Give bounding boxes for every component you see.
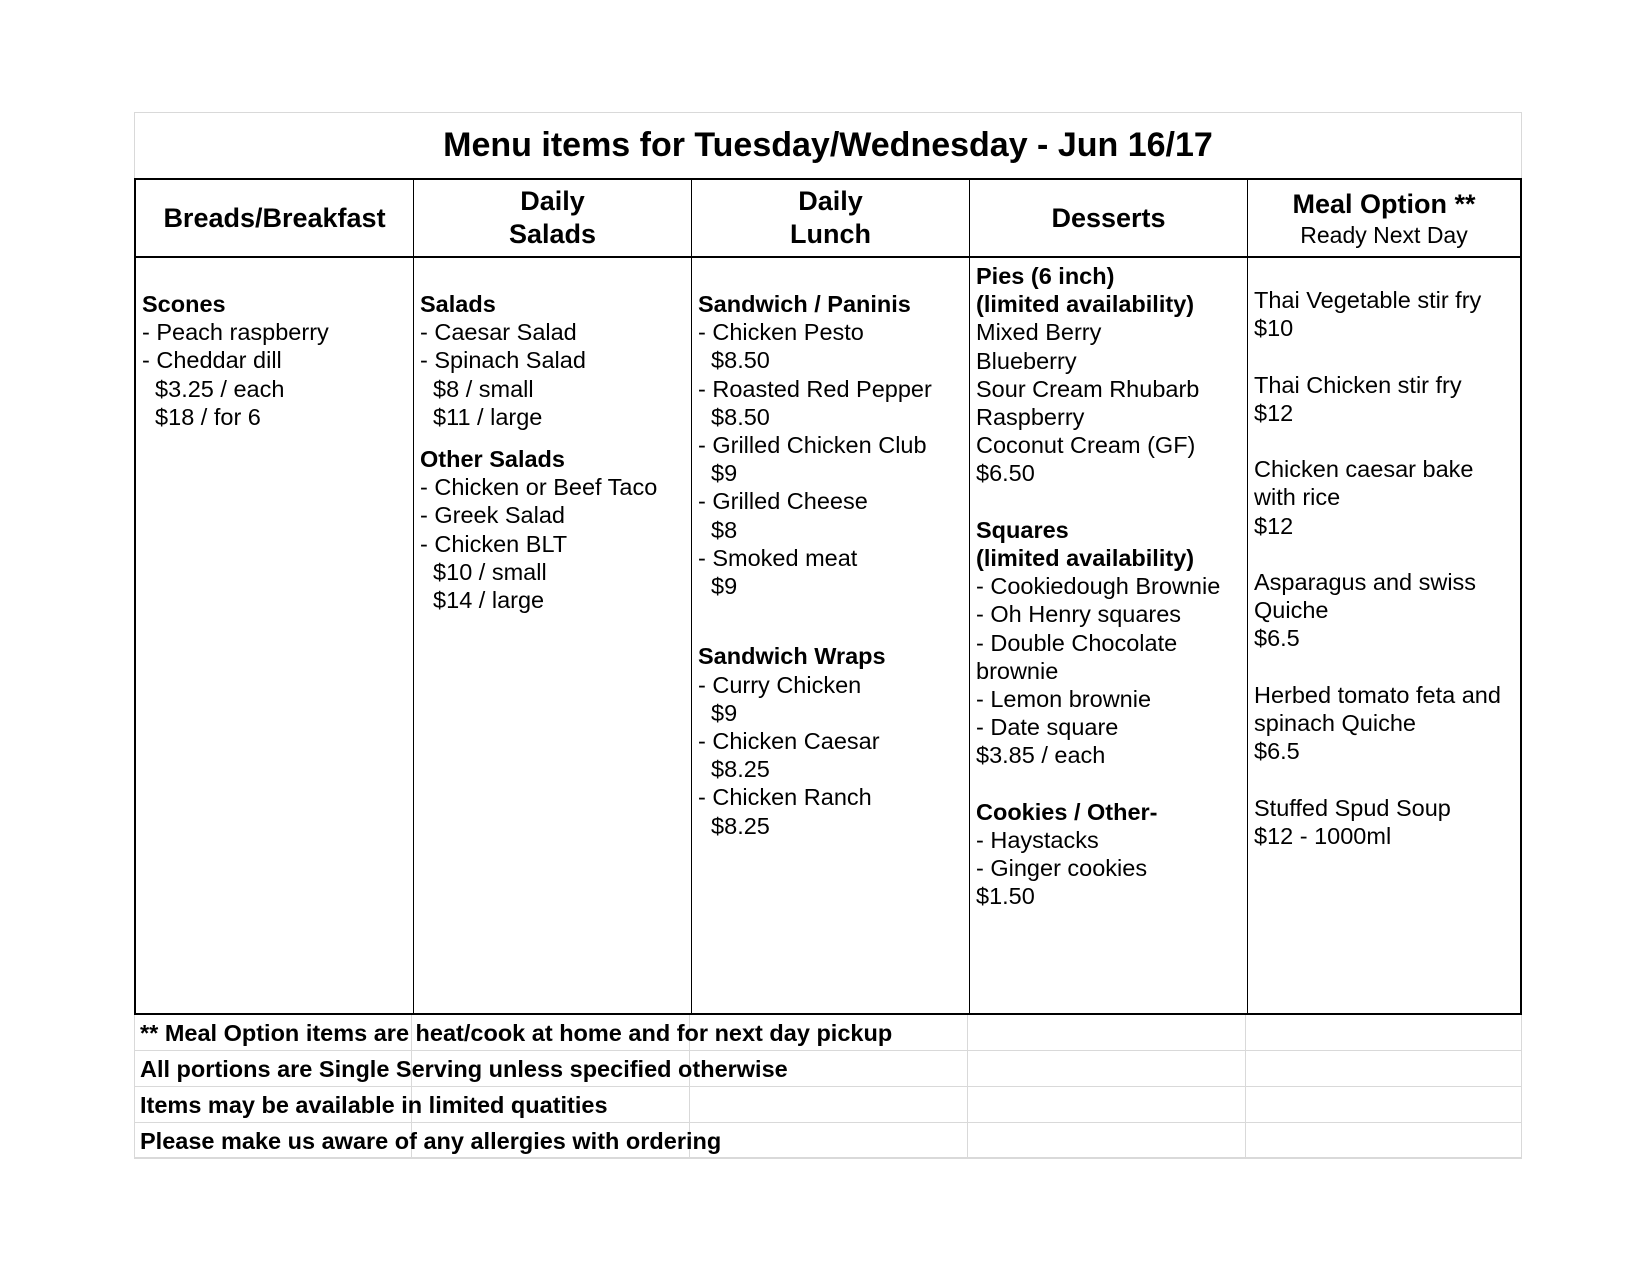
list-item: - Chicken BLT bbox=[420, 530, 568, 557]
list-item: $12 bbox=[1254, 512, 1294, 539]
list-item: - Oh Henry squares bbox=[976, 601, 1182, 628]
list-item: - Roasted Red Pepper bbox=[698, 375, 932, 402]
list-item: $8.25 bbox=[698, 812, 770, 839]
list-item: $6.5 bbox=[1254, 625, 1300, 652]
list-item: $18 / for 6 bbox=[142, 403, 261, 430]
header-breads bbox=[136, 180, 414, 258]
section-subheading: (limited availability) bbox=[976, 291, 1195, 318]
header-lunch-line2: Lunch bbox=[790, 219, 871, 249]
list-item: brownie bbox=[976, 657, 1059, 684]
list-item: - Lemon brownie bbox=[976, 686, 1152, 713]
list-item: - Greek Salad bbox=[420, 502, 565, 529]
notes-grid bbox=[134, 1015, 1522, 1159]
header-desserts-label: Desserts bbox=[1051, 202, 1166, 233]
list-item: $11 / large bbox=[420, 403, 543, 430]
list-item: - Haystacks bbox=[976, 827, 1099, 854]
column-breads bbox=[136, 258, 414, 1013]
list-item: Herbed tomato feta and bbox=[1254, 681, 1501, 708]
note-allergies: Please make us aware of any allergies with ordering bbox=[140, 1128, 722, 1154]
list-item: - Ginger cookies bbox=[976, 855, 1148, 882]
list-item: Chicken caesar bake bbox=[1254, 456, 1474, 483]
list-item: Sour Cream Rhubarb bbox=[976, 375, 1200, 402]
header-meal-option bbox=[1248, 180, 1520, 258]
list-item: $8 / small bbox=[420, 375, 534, 402]
column-salads bbox=[414, 258, 692, 1013]
list-item: Stuffed Spud Soup bbox=[1254, 794, 1451, 821]
section-heading: Squares bbox=[976, 516, 1069, 543]
section-heading: Salads bbox=[420, 291, 496, 317]
header-salads-line1: Daily bbox=[520, 186, 585, 216]
list-item: - Grilled Chicken Club bbox=[698, 432, 927, 459]
list-item: - Caesar Salad bbox=[420, 319, 577, 346]
note-limited: Items may be available in limited quatities bbox=[140, 1092, 608, 1118]
section-subheading: (limited availability) bbox=[976, 545, 1195, 572]
list-item: $6.5 bbox=[1254, 738, 1300, 765]
list-item: $8 bbox=[698, 516, 738, 543]
list-item: - Date square bbox=[976, 714, 1119, 741]
section-heading: Sandwich Wraps bbox=[698, 643, 886, 670]
list-item: $8.50 bbox=[698, 403, 770, 430]
list-item: with rice bbox=[1254, 484, 1341, 511]
header-lunch-line1: Daily bbox=[798, 186, 863, 216]
section-heading: Cookies / Other- bbox=[976, 798, 1158, 825]
list-item: - Chicken or Beef Taco bbox=[420, 474, 658, 501]
list-item: Raspberry bbox=[976, 404, 1085, 431]
header-meal-sub: Ready Next Day bbox=[1300, 221, 1468, 248]
note-portions: All portions are Single Serving unless specified otherwise bbox=[140, 1056, 788, 1082]
list-item: $10 / small bbox=[420, 558, 547, 585]
list-item: $9 bbox=[698, 460, 738, 487]
list-item: $8.50 bbox=[698, 347, 770, 374]
list-item: spinach Quiche bbox=[1254, 709, 1416, 736]
list-item: Blueberry bbox=[976, 347, 1077, 374]
list-item: $6.50 bbox=[976, 460, 1035, 487]
list-item: $12 - 1000ml bbox=[1254, 822, 1392, 849]
list-item: - Grilled Cheese bbox=[698, 488, 868, 515]
list-item: $8.25 bbox=[698, 756, 770, 783]
list-item: - Cheddar dill bbox=[142, 347, 282, 374]
list-item: $9 bbox=[698, 573, 738, 600]
column-lunch bbox=[692, 258, 970, 1013]
list-item: $12 bbox=[1254, 399, 1294, 426]
list-item: Quiche bbox=[1254, 597, 1329, 624]
list-item: - Curry Chicken bbox=[698, 671, 862, 698]
list-item: - Cookiedough Brownie bbox=[976, 573, 1221, 600]
section-heading: Scones bbox=[142, 291, 226, 317]
note-meal-option: ** Meal Option items are heat/cook at home and for next day pickup bbox=[140, 1020, 893, 1046]
list-item: $1.50 bbox=[976, 883, 1035, 910]
list-item: - Peach raspberry bbox=[142, 319, 329, 346]
column-meal-option bbox=[1248, 258, 1520, 1013]
list-item: - Chicken Caesar bbox=[698, 728, 880, 755]
section-heading: Other Salads bbox=[420, 446, 565, 473]
header-salads bbox=[414, 180, 692, 258]
header-desserts bbox=[970, 180, 1248, 258]
header-breads-label: Breads/Breakfast bbox=[163, 202, 386, 233]
header-meal-label: Meal Option ** bbox=[1292, 188, 1476, 219]
page-title: Menu items for Tuesday/Wednesday - Jun 16/17 bbox=[443, 125, 1213, 164]
list-item: $9 bbox=[698, 699, 738, 726]
list-item: $10 bbox=[1254, 315, 1294, 342]
column-desserts bbox=[970, 258, 1248, 1013]
list-item: $3.85 / each bbox=[976, 742, 1106, 769]
list-item: $14 / large bbox=[420, 587, 545, 614]
list-item: $3.25 / each bbox=[142, 375, 285, 402]
header-salads-line2: Salads bbox=[508, 219, 597, 249]
list-item: - Smoked meat bbox=[698, 544, 858, 571]
list-item: - Double Chocolate bbox=[976, 629, 1178, 656]
section-heading: Pies (6 inch) bbox=[976, 263, 1115, 289]
header-lunch bbox=[692, 180, 970, 258]
list-item: Thai Chicken stir fry bbox=[1254, 371, 1462, 398]
list-item: Mixed Berry bbox=[976, 319, 1102, 346]
list-item: - Spinach Salad bbox=[420, 347, 586, 374]
list-item: Coconut Cream (GF) bbox=[976, 432, 1196, 459]
menu-table bbox=[134, 178, 1522, 1015]
list-item: Thai Vegetable stir fry bbox=[1254, 287, 1482, 313]
section-heading: Sandwich / Paninis bbox=[698, 291, 911, 317]
list-item: - Chicken Pesto bbox=[698, 319, 864, 346]
list-item: Asparagus and swiss bbox=[1254, 568, 1477, 595]
list-item: - Chicken Ranch bbox=[698, 784, 872, 811]
